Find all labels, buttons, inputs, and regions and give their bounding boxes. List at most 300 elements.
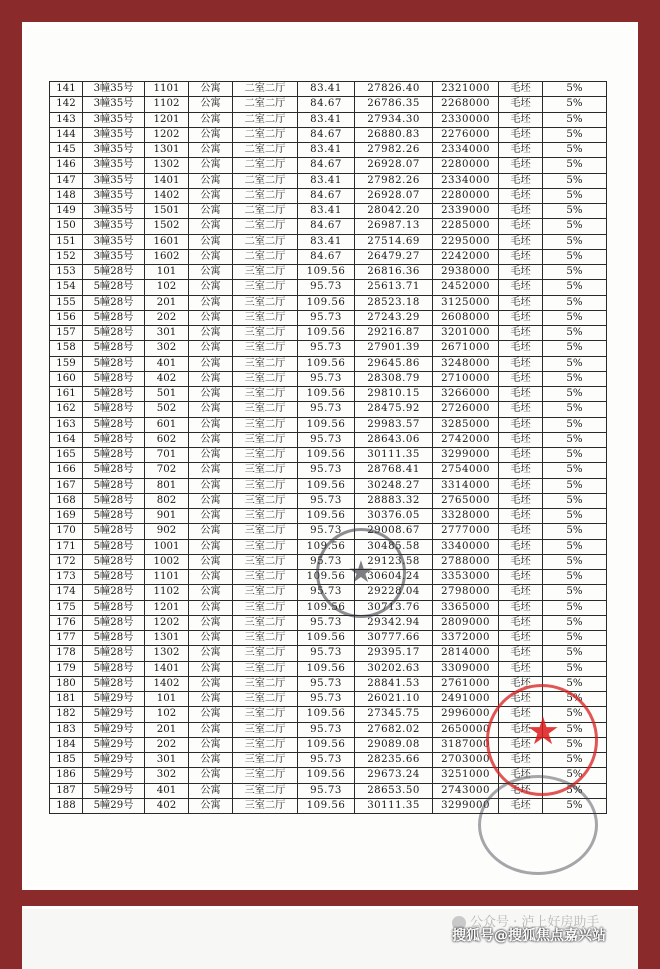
cell-building: 5幢28号	[83, 387, 145, 402]
cell-property-type: 公寓	[189, 737, 233, 752]
cell-row-number: 142	[50, 97, 83, 112]
cell-unit-price: 30376.05	[355, 509, 433, 524]
cell-unit-number: 301	[145, 753, 189, 768]
cell-layout: 二室二厅	[233, 143, 298, 158]
cell-total-price: 2777000	[433, 524, 499, 539]
cell-area: 95.73	[298, 615, 355, 630]
cell-total-price: 2268000	[433, 97, 499, 112]
cell-layout: 三室二厅	[233, 448, 298, 463]
cell-property-type: 公寓	[189, 615, 233, 630]
cell-layout: 二室二厅	[233, 112, 298, 127]
table-row	[50, 188, 607, 203]
cell-layout: 三室二厅	[233, 371, 298, 386]
cell-finish: 毛坯	[499, 127, 543, 142]
cell-ratio: 5%	[543, 143, 607, 158]
cell-row-number: 186	[50, 768, 83, 783]
cell-row-number: 152	[50, 249, 83, 264]
cell-total-price: 2321000	[433, 82, 499, 97]
cell-area: 109.56	[298, 631, 355, 646]
cell-ratio: 5%	[543, 692, 607, 707]
cell-finish: 毛坯	[499, 448, 543, 463]
cell-unit-price: 26987.13	[355, 219, 433, 234]
cell-building: 5幢29号	[83, 707, 145, 722]
cell-total-price: 3125000	[433, 295, 499, 310]
cell-total-price: 3372000	[433, 631, 499, 646]
cell-property-type: 公寓	[189, 417, 233, 432]
cell-property-type: 公寓	[189, 249, 233, 264]
cell-finish: 毛坯	[499, 97, 543, 112]
cell-unit-price: 26021.10	[355, 692, 433, 707]
cell-layout: 二室二厅	[233, 234, 298, 249]
table-row	[50, 524, 607, 539]
cell-finish: 毛坯	[499, 188, 543, 203]
cell-ratio: 5%	[543, 341, 607, 356]
cell-total-price: 3299000	[433, 448, 499, 463]
cell-total-price: 2242000	[433, 249, 499, 264]
cell-area: 109.56	[298, 798, 355, 813]
cell-building: 5幢28号	[83, 356, 145, 371]
cell-finish: 毛坯	[499, 158, 543, 173]
sohu-footer-mark: 搜狐号@搜狐焦点嘉兴站	[452, 928, 606, 944]
cell-layout: 三室二厅	[233, 570, 298, 585]
table-row	[50, 448, 607, 463]
cell-unit-price: 30111.35	[355, 798, 433, 813]
cell-ratio: 5%	[543, 112, 607, 127]
cell-property-type: 公寓	[189, 234, 233, 249]
cell-area: 95.73	[298, 310, 355, 325]
cell-total-price: 3365000	[433, 600, 499, 615]
cell-layout: 三室二厅	[233, 326, 298, 341]
cell-building: 5幢28号	[83, 478, 145, 493]
cell-building: 3幢35号	[83, 173, 145, 188]
cell-total-price: 2276000	[433, 127, 499, 142]
cell-finish: 毛坯	[499, 753, 543, 768]
cell-building: 5幢28号	[83, 326, 145, 341]
cell-building: 5幢28号	[83, 539, 145, 554]
cell-layout: 三室二厅	[233, 524, 298, 539]
cell-area: 109.56	[298, 265, 355, 280]
cell-total-price: 3251000	[433, 768, 499, 783]
cell-finish: 毛坯	[499, 737, 543, 752]
cell-unit-price: 30202.63	[355, 661, 433, 676]
cell-finish: 毛坯	[499, 417, 543, 432]
cell-total-price: 2743000	[433, 783, 499, 798]
cell-finish: 毛坯	[499, 768, 543, 783]
cell-building: 5幢28号	[83, 554, 145, 569]
cell-layout: 三室二厅	[233, 722, 298, 737]
cell-unit-price: 28475.92	[355, 402, 433, 417]
cell-finish: 毛坯	[499, 310, 543, 325]
cell-property-type: 公寓	[189, 539, 233, 554]
cell-layout: 三室二厅	[233, 585, 298, 600]
cell-property-type: 公寓	[189, 524, 233, 539]
cell-property-type: 公寓	[189, 158, 233, 173]
cell-unit-price: 29810.15	[355, 387, 433, 402]
cell-area: 84.67	[298, 249, 355, 264]
cell-property-type: 公寓	[189, 173, 233, 188]
cell-area: 95.73	[298, 692, 355, 707]
cell-total-price: 2726000	[433, 402, 499, 417]
cell-row-number: 172	[50, 554, 83, 569]
cell-unit-price: 25613.71	[355, 280, 433, 295]
cell-finish: 毛坯	[499, 249, 543, 264]
table-row	[50, 143, 607, 158]
cell-total-price: 3248000	[433, 356, 499, 371]
cell-finish: 毛坯	[499, 341, 543, 356]
cell-layout: 三室二厅	[233, 676, 298, 691]
cell-ratio: 5%	[543, 371, 607, 386]
cell-unit-number: 1201	[145, 600, 189, 615]
cell-unit-number: 1201	[145, 112, 189, 127]
cell-row-number: 157	[50, 326, 83, 341]
cell-total-price: 2295000	[433, 234, 499, 249]
cell-total-price: 3201000	[433, 326, 499, 341]
cell-ratio: 5%	[543, 707, 607, 722]
cell-row-number: 150	[50, 219, 83, 234]
cell-unit-price: 27901.39	[355, 341, 433, 356]
cell-unit-number: 401	[145, 783, 189, 798]
cell-unit-price: 29983.57	[355, 417, 433, 432]
cell-finish: 毛坯	[499, 82, 543, 97]
cell-row-number: 163	[50, 417, 83, 432]
table-row	[50, 310, 607, 325]
cell-unit-price: 29216.87	[355, 326, 433, 341]
cell-unit-price: 29673.24	[355, 768, 433, 783]
cell-building: 3幢35号	[83, 249, 145, 264]
cell-total-price: 2938000	[433, 265, 499, 280]
cell-row-number: 161	[50, 387, 83, 402]
cell-layout: 三室二厅	[233, 417, 298, 432]
cell-building: 5幢29号	[83, 753, 145, 768]
cell-building: 5幢28号	[83, 570, 145, 585]
cell-unit-number: 1101	[145, 570, 189, 585]
cell-ratio: 5%	[543, 615, 607, 630]
cell-unit-price: 28042.20	[355, 204, 433, 219]
cell-finish: 毛坯	[499, 783, 543, 798]
cell-area: 109.56	[298, 417, 355, 432]
cell-finish: 毛坯	[499, 463, 543, 478]
cell-unit-price: 30485.58	[355, 539, 433, 554]
cell-property-type: 公寓	[189, 204, 233, 219]
cell-building: 5幢28号	[83, 310, 145, 325]
cell-unit-number: 1101	[145, 82, 189, 97]
cell-row-number: 158	[50, 341, 83, 356]
cell-property-type: 公寓	[189, 661, 233, 676]
cell-ratio: 5%	[543, 554, 607, 569]
table-row	[50, 509, 607, 524]
seal-star-icon: ★	[347, 555, 375, 590]
cell-building: 3幢35号	[83, 127, 145, 142]
cell-unit-number: 901	[145, 509, 189, 524]
cell-finish: 毛坯	[499, 722, 543, 737]
cell-ratio: 5%	[543, 295, 607, 310]
cell-layout: 三室二厅	[233, 463, 298, 478]
cell-ratio: 5%	[543, 432, 607, 447]
cell-property-type: 公寓	[189, 722, 233, 737]
cell-building: 5幢28号	[83, 417, 145, 432]
cell-unit-number: 1502	[145, 219, 189, 234]
cell-total-price: 2671000	[433, 341, 499, 356]
official-seal-gray	[316, 528, 406, 618]
cell-unit-price: 26928.07	[355, 188, 433, 203]
cell-property-type: 公寓	[189, 554, 233, 569]
cell-property-type: 公寓	[189, 219, 233, 234]
cell-building: 5幢28号	[83, 280, 145, 295]
table-row	[50, 661, 607, 676]
cell-finish: 毛坯	[499, 402, 543, 417]
cell-area: 95.73	[298, 585, 355, 600]
cell-unit-number: 402	[145, 798, 189, 813]
table-row	[50, 280, 607, 295]
cell-layout: 二室二厅	[233, 188, 298, 203]
cell-total-price: 2334000	[433, 173, 499, 188]
cell-total-price: 2280000	[433, 158, 499, 173]
cell-ratio: 5%	[543, 82, 607, 97]
cell-building: 3幢35号	[83, 204, 145, 219]
cell-area: 83.41	[298, 143, 355, 158]
cell-row-number: 166	[50, 463, 83, 478]
cell-layout: 三室二厅	[233, 768, 298, 783]
cell-total-price: 2280000	[433, 188, 499, 203]
cell-layout: 三室二厅	[233, 600, 298, 615]
cell-layout: 三室二厅	[233, 432, 298, 447]
cell-unit-number: 902	[145, 524, 189, 539]
cell-ratio: 5%	[543, 524, 607, 539]
cell-area: 109.56	[298, 570, 355, 585]
table-row	[50, 493, 607, 508]
cell-finish: 毛坯	[499, 432, 543, 447]
table-row	[50, 463, 607, 478]
cell-total-price: 2788000	[433, 554, 499, 569]
cell-layout: 二室二厅	[233, 127, 298, 142]
table-row	[50, 265, 607, 280]
cell-layout: 三室二厅	[233, 798, 298, 813]
cell-layout: 三室二厅	[233, 356, 298, 371]
cell-area: 109.56	[298, 707, 355, 722]
cell-finish: 毛坯	[499, 600, 543, 615]
cell-building: 5幢28号	[83, 524, 145, 539]
cell-unit-price: 27934.30	[355, 112, 433, 127]
cell-unit-price: 28653.50	[355, 783, 433, 798]
cell-ratio: 5%	[543, 326, 607, 341]
cell-row-number: 146	[50, 158, 83, 173]
table-row	[50, 615, 607, 630]
cell-building: 5幢28号	[83, 463, 145, 478]
cell-area: 109.56	[298, 448, 355, 463]
cell-unit-number: 1401	[145, 661, 189, 676]
cell-layout: 三室二厅	[233, 402, 298, 417]
cell-property-type: 公寓	[189, 783, 233, 798]
cell-property-type: 公寓	[189, 753, 233, 768]
table-row	[50, 341, 607, 356]
cell-layout: 三室二厅	[233, 554, 298, 569]
cell-ratio: 5%	[543, 402, 607, 417]
cell-unit-number: 1001	[145, 539, 189, 554]
cell-ratio: 5%	[543, 539, 607, 554]
cell-unit-price: 27982.26	[355, 173, 433, 188]
cell-total-price: 3328000	[433, 509, 499, 524]
cell-property-type: 公寓	[189, 371, 233, 386]
cell-building: 5幢28号	[83, 615, 145, 630]
cell-row-number: 153	[50, 265, 83, 280]
cell-layout: 三室二厅	[233, 539, 298, 554]
cell-unit-price: 26880.83	[355, 127, 433, 142]
cell-building: 5幢29号	[83, 798, 145, 813]
cell-area: 109.56	[298, 356, 355, 371]
cell-unit-number: 202	[145, 310, 189, 325]
cell-building: 3幢35号	[83, 82, 145, 97]
cell-row-number: 145	[50, 143, 83, 158]
cell-ratio: 5%	[543, 798, 607, 813]
cell-ratio: 5%	[543, 783, 607, 798]
cell-building: 3幢35号	[83, 143, 145, 158]
cell-unit-price: 29342.94	[355, 615, 433, 630]
cell-finish: 毛坯	[499, 173, 543, 188]
table-row	[50, 127, 607, 142]
cell-row-number: 155	[50, 295, 83, 310]
table-row	[50, 326, 607, 341]
cell-area: 109.56	[298, 387, 355, 402]
cell-property-type: 公寓	[189, 463, 233, 478]
cell-total-price: 2330000	[433, 112, 499, 127]
cell-row-number: 159	[50, 356, 83, 371]
cell-ratio: 5%	[543, 219, 607, 234]
cell-ratio: 5%	[543, 768, 607, 783]
cell-ratio: 5%	[543, 310, 607, 325]
cell-unit-number: 1601	[145, 234, 189, 249]
cell-unit-price: 28235.66	[355, 753, 433, 768]
cell-ratio: 5%	[543, 188, 607, 203]
cell-row-number: 184	[50, 737, 83, 752]
cell-unit-number: 1202	[145, 127, 189, 142]
cell-unit-price: 27826.40	[355, 82, 433, 97]
cell-unit-number: 1002	[145, 554, 189, 569]
cell-area: 83.41	[298, 112, 355, 127]
cell-area: 109.56	[298, 326, 355, 341]
cell-unit-price: 28841.53	[355, 676, 433, 691]
cell-finish: 毛坯	[499, 539, 543, 554]
official-seal-gray-bottom	[478, 775, 598, 875]
cell-unit-number: 1302	[145, 158, 189, 173]
cell-row-number: 176	[50, 615, 83, 630]
cell-layout: 三室二厅	[233, 509, 298, 524]
cell-unit-price: 30248.27	[355, 478, 433, 493]
cell-finish: 毛坯	[499, 371, 543, 386]
cell-property-type: 公寓	[189, 646, 233, 661]
cell-total-price: 2710000	[433, 371, 499, 386]
cell-row-number: 165	[50, 448, 83, 463]
table-row	[50, 295, 607, 310]
table-row	[50, 387, 607, 402]
cell-unit-price: 29395.17	[355, 646, 433, 661]
cell-property-type: 公寓	[189, 478, 233, 493]
cell-building: 5幢29号	[83, 768, 145, 783]
cell-area: 95.73	[298, 280, 355, 295]
cell-unit-price: 27514.69	[355, 234, 433, 249]
cell-property-type: 公寓	[189, 326, 233, 341]
cell-row-number: 151	[50, 234, 83, 249]
cell-total-price: 3340000	[433, 539, 499, 554]
cell-layout: 三室二厅	[233, 631, 298, 646]
cell-building: 5幢29号	[83, 737, 145, 752]
cell-unit-number: 301	[145, 326, 189, 341]
cell-total-price: 2650000	[433, 722, 499, 737]
cell-total-price: 3187000	[433, 737, 499, 752]
cell-ratio: 5%	[543, 173, 607, 188]
cell-total-price: 2814000	[433, 646, 499, 661]
cell-unit-number: 101	[145, 692, 189, 707]
cell-ratio: 5%	[543, 463, 607, 478]
cell-area: 109.56	[298, 661, 355, 676]
cell-area: 109.56	[298, 737, 355, 752]
cell-row-number: 147	[50, 173, 83, 188]
cell-total-price: 3285000	[433, 417, 499, 432]
cell-building: 3幢35号	[83, 112, 145, 127]
cell-total-price: 3266000	[433, 387, 499, 402]
cell-finish: 毛坯	[499, 204, 543, 219]
cell-ratio: 5%	[543, 204, 607, 219]
cell-ratio: 5%	[543, 676, 607, 691]
table-row	[50, 478, 607, 493]
cell-ratio: 5%	[543, 737, 607, 752]
cell-property-type: 公寓	[189, 585, 233, 600]
cell-area: 95.73	[298, 402, 355, 417]
cell-building: 3幢35号	[83, 219, 145, 234]
cell-layout: 二室二厅	[233, 82, 298, 97]
cell-unit-price: 27982.26	[355, 143, 433, 158]
cell-row-number: 182	[50, 707, 83, 722]
cell-finish: 毛坯	[499, 707, 543, 722]
cell-finish: 毛坯	[499, 661, 543, 676]
table-row	[50, 356, 607, 371]
cell-unit-price: 27243.29	[355, 310, 433, 325]
cell-building: 5幢28号	[83, 432, 145, 447]
table-row	[50, 82, 607, 97]
cell-unit-price: 27682.02	[355, 722, 433, 737]
cell-row-number: 171	[50, 539, 83, 554]
cell-finish: 毛坯	[499, 646, 543, 661]
cell-row-number: 143	[50, 112, 83, 127]
cell-total-price: 3314000	[433, 478, 499, 493]
cell-ratio: 5%	[543, 631, 607, 646]
cell-unit-price: 30777.66	[355, 631, 433, 646]
cell-finish: 毛坯	[499, 493, 543, 508]
cell-unit-price: 28768.41	[355, 463, 433, 478]
cell-layout: 二室二厅	[233, 158, 298, 173]
cell-property-type: 公寓	[189, 188, 233, 203]
cell-row-number: 170	[50, 524, 83, 539]
cell-property-type: 公寓	[189, 265, 233, 280]
cell-layout: 二室二厅	[233, 219, 298, 234]
cell-property-type: 公寓	[189, 295, 233, 310]
cell-area: 84.67	[298, 97, 355, 112]
cell-unit-number: 1501	[145, 204, 189, 219]
cell-unit-number: 701	[145, 448, 189, 463]
cell-finish: 毛坯	[499, 570, 543, 585]
cell-layout: 三室二厅	[233, 265, 298, 280]
cell-ratio: 5%	[543, 570, 607, 585]
cell-layout: 三室二厅	[233, 387, 298, 402]
cell-ratio: 5%	[543, 600, 607, 615]
cell-unit-price: 30713.76	[355, 600, 433, 615]
cell-row-number: 168	[50, 493, 83, 508]
cell-unit-number: 302	[145, 768, 189, 783]
cell-unit-price: 29645.86	[355, 356, 433, 371]
cell-area: 95.73	[298, 524, 355, 539]
cell-property-type: 公寓	[189, 402, 233, 417]
cell-property-type: 公寓	[189, 82, 233, 97]
cell-ratio: 5%	[543, 722, 607, 737]
